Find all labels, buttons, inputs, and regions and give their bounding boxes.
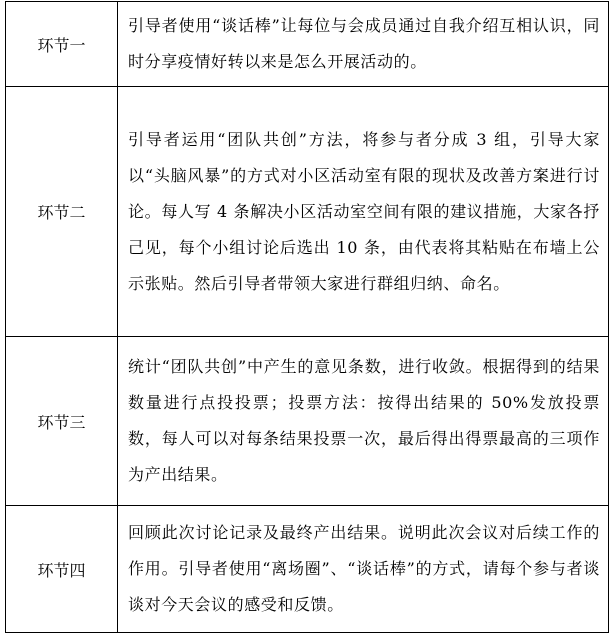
step-description: 引导者使用“谈话棒”让每位与会成员通过自我介绍互相认识，同时分享疫情好转以来是怎么开展活动的。 — [118, 2, 609, 87]
step-label: 环节一 — [6, 2, 118, 87]
step-label: 环节三 — [6, 337, 118, 506]
step-label: 环节四 — [6, 506, 118, 633]
step-label: 环节二 — [6, 87, 118, 337]
table-row — [6, 2, 609, 87]
step-description: 引导者运用“团队共创”方法，将参与者分成 3 组，引导大家以“头脑风暴”的方式对小区活动室有限的现状及改善方案进行讨论。每人写 4 条解决小区活动室空间有限的建议措施，大家各抒己见，每个小组讨论后选出 10 条，由代表将其粘贴在布墙上公示张贴。然后引导者带领大家进行群组归纳、命名。 — [118, 87, 609, 337]
table-row — [6, 87, 609, 337]
activity-steps-table — [5, 1, 609, 633]
step-description: 统计“团队共创”中产生的意见条数，进行收敛。根据得到的结果数量进行点投投票；投票方法：按得出结果的 50%发放投票数，每人可以对每条结果投票一次，最后得出得票最高的三项作为产出结果。 — [118, 337, 609, 506]
table-row — [6, 337, 609, 506]
table-row — [6, 506, 609, 633]
step-description: 回顾此次讨论记录及最终产出结果。说明此次会议对后续工作的作用。引导者使用“离场圈”、“谈话棒”的方式，请每个参与者谈谈对今天会议的感受和反馈。 — [118, 506, 609, 633]
